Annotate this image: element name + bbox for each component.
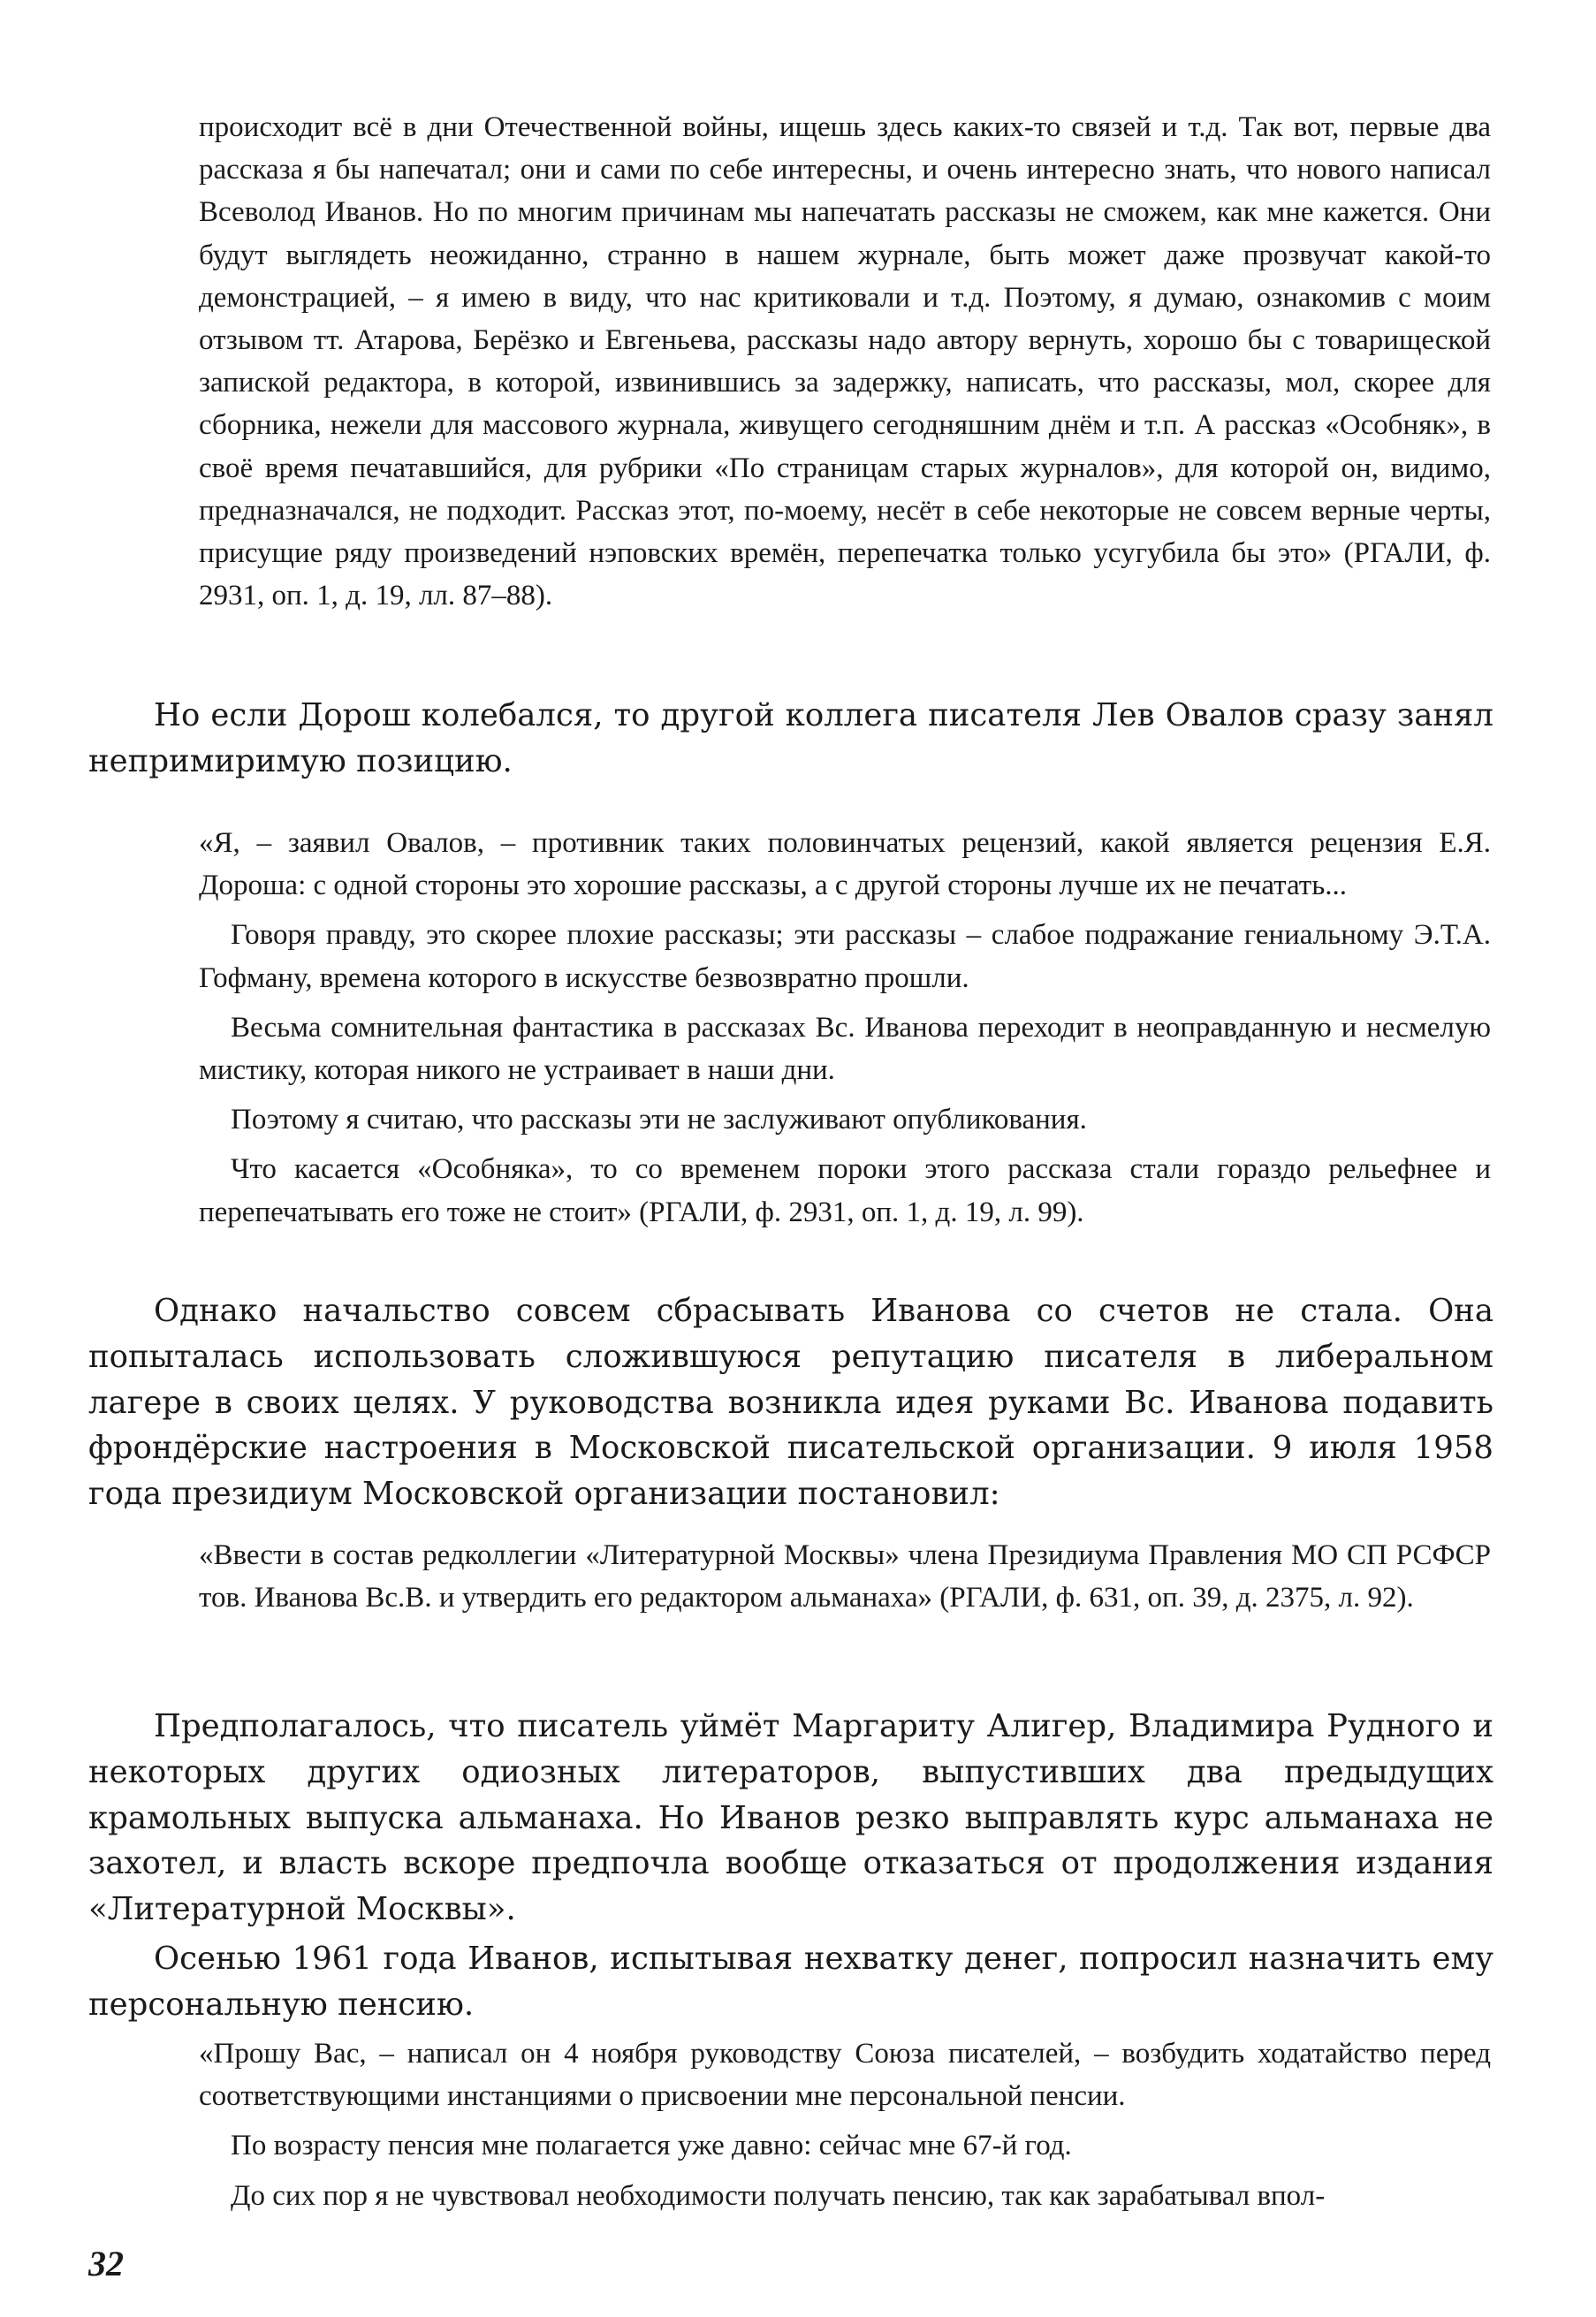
page-number: 32 <box>88 2244 124 2283</box>
body-paragraph: Предполагалось, что писатель уймёт Маргариту Алигер, Владимира Рудного и некоторых других одиозных литераторов, выпустивших два предыдущих крамольных выпуска альманаха. Но Иванов резко выправлять курс альманаха не захотел, и власть вскоре предпочла вообще отказаться от продолжения издания «Литературной Москвы». <box>88 1708 1493 1928</box>
body-paragraphs-almanac <box>88 1704 1493 2028</box>
body-paragraph-authorities <box>88 1288 1493 1517</box>
quote-paragraph: До сих пор я не чувствовал необходимости получать пенсию, так как зарабатывал впол- <box>231 2179 1326 2212</box>
quote-paragraph: происходит всё в дни Отечественной войны, ищешь здесь каких-то связей и т.д. Так вот, первые два рассказа я бы напечатал; они и сами по себе интересны, и очень интересно знать, что нового написал Всеволод Иванов. Но по многим причинам мы напечатать рассказы не сможем, как мне кажется. Они будут выглядеть неожиданно, странно в нашем журнале, быть может даже прозвучат какой-то демонстрацией, – я имею в виду, что нас критиковали и т.д. Поэтому, я думаю, ознакомив с моим отзывом тт. Атарова, Берёзко и Евгеньева, рассказы надо автору вернуть, хорошо бы с товарищеской запиской редактора, в которой, извинившись за задержку, написать, что рассказы, мол, скорее для сборника, нежели для массового журнала, живущего сегодняшним днём и т.п. А рассказ «Особняк», в своё время печатавшийся, для рубрики «По страницам старых журналов», для которой он, видимо, предназначался, не подходит. Рассказ этот, по-моему, несёт в себе некоторые не совсем верные черты, присущие ряду произведений нэповских времён, перепечатка только усугубила бы это» (РГАЛИ, ф. 2931, оп. 1, д. 19, лл. 87–88). <box>199 111 1491 612</box>
quote-presidium-resolution <box>199 1534 1491 1619</box>
quote-ovalov <box>199 822 1491 1234</box>
quote-paragraph: Что касается «Особняка», то со временем пороки этого рассказа стали гораздо рельефнее и перепечатывать его тоже не стоит» (РГАЛИ, ф. 2931, оп. 1, д. 19, л. 99). <box>199 1153 1491 1228</box>
quote-dorosh-review <box>199 106 1491 617</box>
body-paragraph: Но если Дорош колебался, то другой коллега писателя Лев Овалов сразу занял непримиримую позицию. <box>88 697 1493 779</box>
quote-paragraph: По возрасту пенсия мне полагается уже давно: сейчас мне 67-й год. <box>231 2130 1072 2162</box>
quote-paragraph: Весьма сомнительная фантастика в рассказах Вс. Иванова переходит в неоправданную и несмелую мистику, которая никого не устраивает в наши дни. <box>199 1011 1491 1087</box>
body-paragraph-dorosh-ovalov <box>88 693 1493 785</box>
quote-pension-request <box>199 2032 1491 2217</box>
body-paragraph: Осенью 1961 года Иванов, испытывая нехватку денег, попросил назначить ему персональную пенсию. <box>88 1940 1493 2023</box>
quote-paragraph: «Ввести в состав редколлегии «Литературной Москвы» члена Президиума Правления МО СП РСФСР тов. Иванова Вс.В. и утвердить его редактором альманаха» (РГАЛИ, ф. 631, оп. 39, д. 2375, л. 92). <box>199 1539 1491 1614</box>
quote-paragraph: «Я, – заявил Овалов, – противник таких половинчатых рецензий, какой является рецензия Е.Я. Дороша: с одной стороны это хорошие рассказы, а с другой стороны лучше их не печатать... <box>199 827 1491 902</box>
quote-paragraph: Поэтому я считаю, что рассказы эти не заслуживают опубликования. <box>231 1104 1087 1136</box>
body-paragraph: Однако начальство совсем сбрасывать Иванова со счетов не стала. Она попыталась использовать сложившуюся репутацию писателя в либеральном лагере в своих целях. У руководства возникла идея руками Вс. Иванова подавить фрондёрские настроения в Московской писательской организации. 9 июля 1958 года президиум Московской организации постановил: <box>88 1293 1493 1513</box>
quote-paragraph: Говоря правду, это скорее плохие рассказы; эти рассказы – слабое подражание гениальному Э.Т.А. Гофману, времена которого в искусстве безвозвратно прошли. <box>199 919 1491 994</box>
quote-paragraph: «Прошу Вас, – написал он 4 ноября руководству Союза писателей, – возбудить ходатайство перед соответствующими инстанциями о присвоении мне персональной пенсии. <box>199 2038 1491 2113</box>
